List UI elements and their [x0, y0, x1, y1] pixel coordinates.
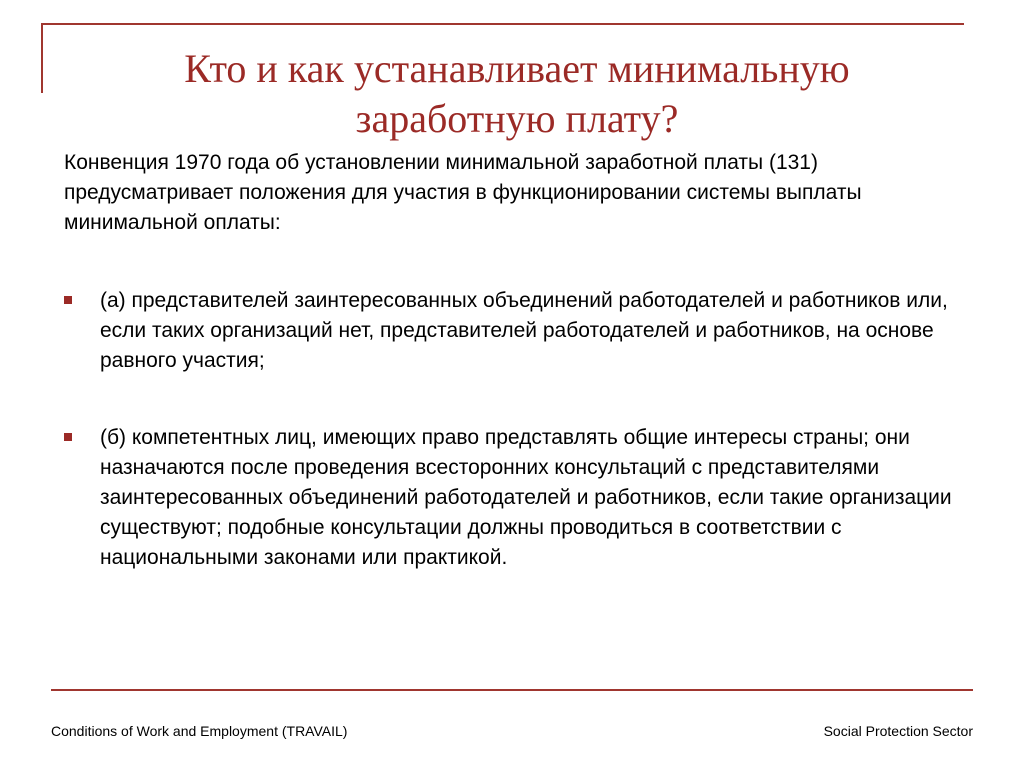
footer-left-text: Conditions of Work and Employment (TRAVAIL): [51, 723, 348, 739]
bullet-text-a: (а) представителей заинтересованных объединений работодателей и работников или, если таких организаций нет, представителей работодателей и работников, на основе равного участия;: [100, 289, 948, 372]
square-bullet-icon: [64, 433, 72, 441]
footer-rule: [51, 689, 973, 691]
title-line-1: Кто и как устанавливает минимальную: [184, 46, 850, 91]
bullet-text-b: (б) компетентных лиц, имеющих право представлять общие интересы страны; они назначаются после проведения всесторонних консультаций с представителями заинтересованных объединений работодателей и работников, если такие организации существуют; подобные консультации должны проводиться в соответствии с национальными законами или практикой.: [100, 426, 952, 569]
frame-left-rule: [41, 23, 43, 93]
intro-paragraph: Конвенция 1970 года об установлении минимальной заработной платы (131) предусматривает положения для участия в функционировании системы выплаты минимальной оплаты:: [64, 151, 862, 234]
slide-title: [80, 44, 954, 144]
frame-top-rule: [41, 23, 964, 25]
square-bullet-icon: [64, 296, 72, 304]
title-line-2: заработную плату?: [355, 96, 679, 141]
footer-right-text: Social Protection Sector: [823, 723, 973, 739]
